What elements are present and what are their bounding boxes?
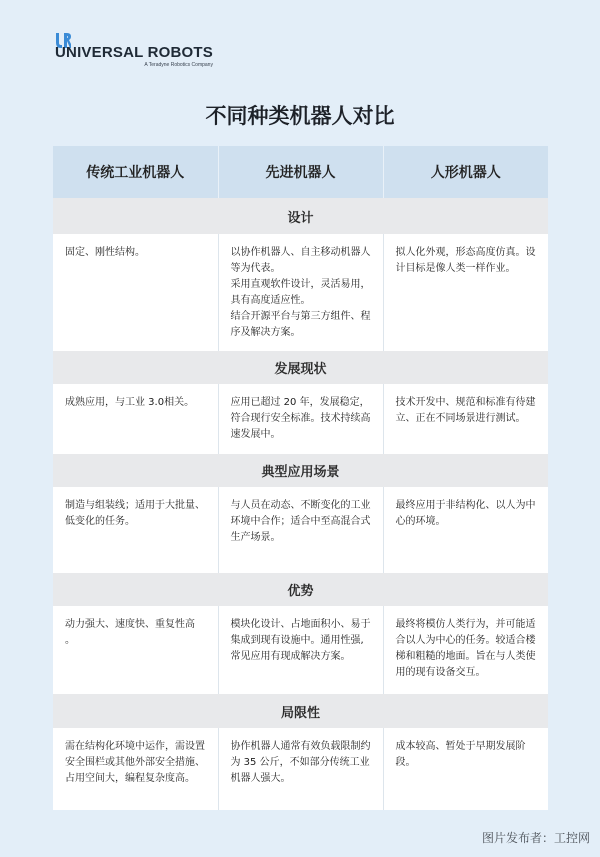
cell-text: 协作机器人通常有效负载限制约为 35 公斤，不如部分传统工业机器人强大。 <box>230 741 371 784</box>
table-cell <box>383 728 548 810</box>
header-traditional-robot: 传统工业机器人 <box>53 146 218 198</box>
cell-text: 最终将模仿人类行为，并可能适合以人为中心的任务。较适合楼梯和粗糙的地面。旨在与人类使用的现有设备交互。 <box>395 619 536 678</box>
section-label: 发展现状 <box>53 351 548 384</box>
cell-text: 最终应用于非结构化、以人为中心的环境。 <box>395 500 536 527</box>
comparison-table <box>53 146 548 810</box>
table-cell <box>53 487 218 573</box>
table-cell <box>53 384 218 454</box>
table-cell <box>53 234 218 351</box>
cell-text: 与人员在动态、不断变化的工业环境中合作；适合中至高混合式生产场景。 <box>230 500 371 543</box>
section-row-design <box>53 198 548 234</box>
cell-text: 采用直观软件设计，灵活易用，具有高度适应性。 <box>230 279 371 306</box>
table-cell <box>218 384 383 454</box>
section-label: 优势 <box>53 573 548 606</box>
table-cell <box>218 606 383 694</box>
table-row-use-cases <box>53 487 548 573</box>
table-cell <box>383 234 548 351</box>
cell-text: 成本较高、暂处于早期发展阶段。 <box>395 741 526 768</box>
table-cell <box>218 728 383 810</box>
cell-text: 制造与组装线；适用于大批量、低变化的任务。 <box>65 500 205 527</box>
page-title: 不同种类机器人对比 <box>205 104 395 128</box>
table-cell <box>383 606 548 694</box>
table-cell <box>218 487 383 573</box>
section-label: 设计 <box>53 198 548 234</box>
table-cell <box>53 728 218 810</box>
table-row-status <box>53 384 548 454</box>
header-humanoid-robot: 人形机器人 <box>383 146 548 198</box>
universal-robots-logo <box>55 31 213 68</box>
table-cell <box>383 487 548 573</box>
cell-text: 模块化设计、占地面积小、易于集成到现有设施中。通用性强, 常见应用有现成解决方案。 <box>230 619 371 662</box>
table-cell <box>53 606 218 694</box>
section-row-use-cases <box>53 454 548 487</box>
cell-text: 成熟应用，与工业 3.0相关。 <box>65 397 195 408</box>
section-row-limitations <box>53 694 548 728</box>
cell-text: 需在结构化环境中运作，需设置安全围栏或其他外部安全措施、占用空间大，编程复杂度高。 <box>65 741 205 784</box>
cell-text: 以协作机器人、自主移动机器人等为代表。 <box>230 247 371 274</box>
publisher-watermark: 图片发布者：工控网 <box>481 831 590 845</box>
cell-text: 固定、刚性结构。 <box>65 247 145 258</box>
cell-text: 结合开源平台与第三方组件、程序及解决方案。 <box>230 311 371 338</box>
table-cell <box>383 384 548 454</box>
cell-text: 拟人化外观，形态高度仿真。设计目标是像人类一样作业。 <box>395 247 536 274</box>
table-row-design <box>53 234 548 351</box>
table-row-limitations <box>53 728 548 810</box>
brand-tagline: A Teradyne Robotics Company <box>144 62 213 68</box>
cell-text: 动力强大、速度快、重复性高 。 <box>65 619 195 646</box>
table-header-row <box>53 146 548 198</box>
table-row-advantages <box>53 606 548 694</box>
cell-text: 应用已超过 20 年，发展稳定，符合现行安全标准。技术持续高速发展中。 <box>230 397 371 440</box>
table-cell <box>218 234 383 351</box>
section-label: 典型应用场景 <box>53 454 548 487</box>
cell-text: 技术开发中、规范和标准有待建立、正在不同场景进行测试。 <box>395 397 536 424</box>
header-advanced-robot: 先进机器人 <box>218 146 383 198</box>
section-row-advantages <box>53 573 548 606</box>
section-row-status <box>53 351 548 384</box>
section-label: 局限性 <box>53 694 548 728</box>
brand-name: UNIVERSAL ROBOTS <box>55 44 213 61</box>
